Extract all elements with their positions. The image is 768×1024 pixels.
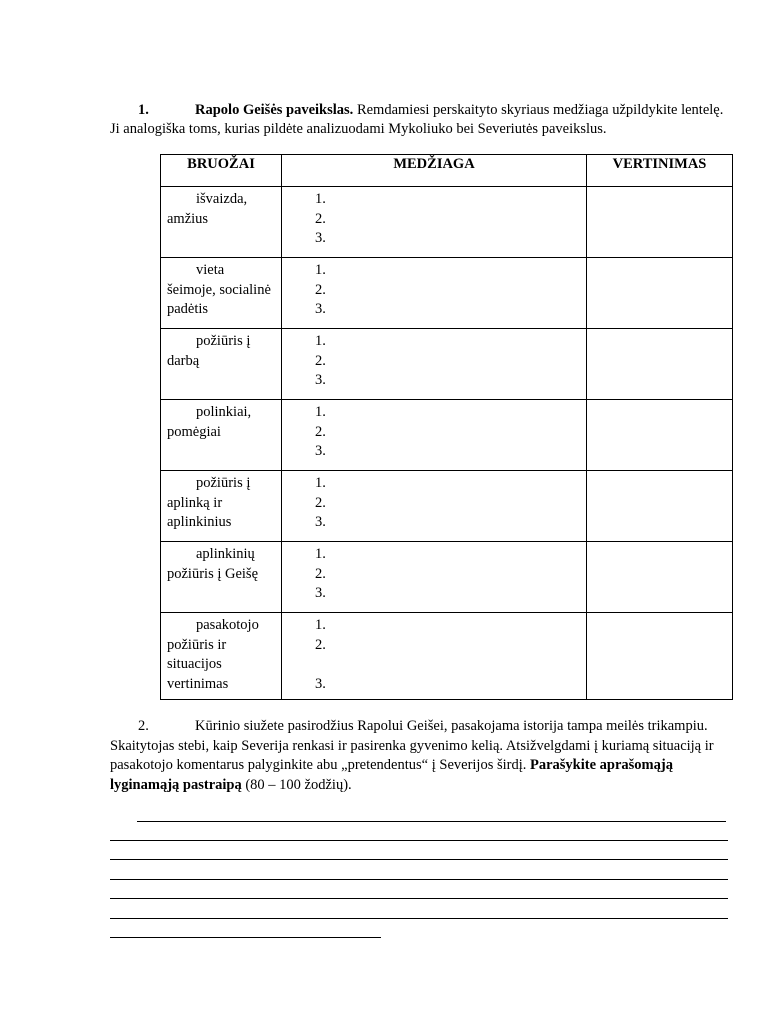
trait-label-cont: požiūris ir situacijos vertinimas [167, 636, 229, 692]
task-2-instruction [110, 717, 730, 795]
item-number: 1. [315, 262, 326, 278]
evaluation-cell[interactable] [587, 400, 733, 471]
item-number: 2. [315, 636, 326, 653]
trait-label: pasakotojo [196, 617, 259, 633]
traits-table [160, 154, 733, 700]
evaluation-cell[interactable] [587, 258, 733, 329]
evaluation-cell[interactable] [587, 187, 733, 258]
evaluation-cell[interactable] [587, 471, 733, 542]
material-cell[interactable] [282, 187, 587, 258]
trait-label-cont: aplinką ir aplinkinius [167, 494, 232, 530]
trait-cell [161, 187, 282, 258]
material-cell[interactable] [282, 471, 587, 542]
item-number: 1. [315, 475, 326, 491]
answer-line[interactable] [110, 840, 728, 841]
answer-line[interactable] [137, 821, 726, 822]
trait-label-cont: pomėgiai [167, 423, 221, 440]
table-row [161, 187, 733, 258]
trait-cell [161, 400, 282, 471]
item-number: 1. [315, 546, 326, 562]
task-1-text: Remdamiesi perskaityto skyriaus medžiaga užpildykite lentelę. Ji analogiška toms, kurias pildėte analizuodami Mykoliuko bei Severiutės paveikslus. [110, 102, 724, 137]
trait-cell [161, 329, 282, 400]
item-number: 2. [315, 565, 326, 582]
trait-label: požiūris į [196, 333, 251, 349]
evaluation-cell[interactable] [587, 542, 733, 613]
item-number: 1. [315, 191, 326, 207]
task-2-text: Kūrinio siužete pasirodžius Rapolui Geišei, pasakojama istorija tampa meilės trikampiu. Skaitytojas stebi, kaip Severija renkasi ir pasirenka gyvenimo kelią. Atsižvelgdami į kuriamą situaciją ir pasakotojo komentarus palyginkite abu „pretendentus“ į Severijos širdį. [110, 718, 714, 773]
answer-line[interactable] [110, 918, 728, 919]
trait-cell [161, 471, 282, 542]
item-number: 3. [315, 443, 326, 459]
item-number: 2. [315, 210, 326, 227]
table-row [161, 542, 733, 613]
trait-cell [161, 258, 282, 329]
trait-label-cont: darbą [167, 352, 200, 369]
header-material: MEDŽIAGA [282, 155, 587, 187]
trait-label: išvaizda, [196, 191, 248, 207]
item-number: 1. [315, 333, 326, 349]
task-1-title: Rapolo Geišės paveikslas. [195, 102, 354, 118]
table-row [161, 613, 733, 700]
item-number: 3. [315, 514, 326, 530]
table-row [161, 400, 733, 471]
task-2-word-count: (80 – 100 žodžių). [241, 776, 352, 793]
header-evaluation: VERTINIMAS [587, 155, 733, 187]
material-cell[interactable] [282, 613, 587, 700]
header-traits: BRUOŽAI [161, 155, 282, 187]
evaluation-cell[interactable] [587, 613, 733, 700]
trait-label-cont: amžius [167, 210, 209, 227]
answer-line[interactable] [110, 898, 728, 899]
task-1-number: 1. [138, 102, 149, 118]
table-row [161, 258, 733, 329]
answer-line[interactable] [110, 879, 728, 880]
table-row [161, 329, 733, 400]
item-number: 3. [315, 585, 326, 601]
trait-cell [161, 613, 282, 700]
item-number: 2. [315, 423, 326, 440]
answer-line[interactable] [110, 937, 381, 938]
answer-line[interactable] [110, 859, 728, 860]
material-cell[interactable] [282, 400, 587, 471]
item-number: 3. [315, 372, 326, 388]
trait-label: aplinkinių [196, 546, 255, 562]
table-row [161, 471, 733, 542]
trait-label: vieta [196, 262, 225, 278]
task-2-number: 2. [138, 718, 149, 734]
item-number: 3. [315, 230, 326, 246]
material-cell[interactable] [282, 542, 587, 613]
table-header-row [161, 155, 733, 187]
evaluation-cell[interactable] [587, 329, 733, 400]
item-number: 1. [315, 617, 326, 633]
material-cell[interactable] [282, 329, 587, 400]
item-number: 1. [315, 404, 326, 420]
item-number: 2. [315, 281, 326, 298]
trait-label-cont: šeimoje, socialinė padėtis [167, 281, 271, 317]
trait-label-cont: požiūris į Geišę [167, 565, 259, 582]
material-cell[interactable] [282, 258, 587, 329]
trait-label: polinkiai, [196, 404, 252, 420]
trait-cell [161, 542, 282, 613]
item-number: 2. [315, 352, 326, 369]
trait-label: požiūris į [196, 475, 251, 491]
item-number: 3. [315, 301, 326, 317]
item-number: 2. [315, 494, 326, 511]
item-number: 3. [315, 675, 326, 692]
task-1-instruction [110, 101, 730, 139]
task-2-bold-instruction: Parašykite aprašomąją lyginamąją pastraipą [110, 757, 673, 793]
